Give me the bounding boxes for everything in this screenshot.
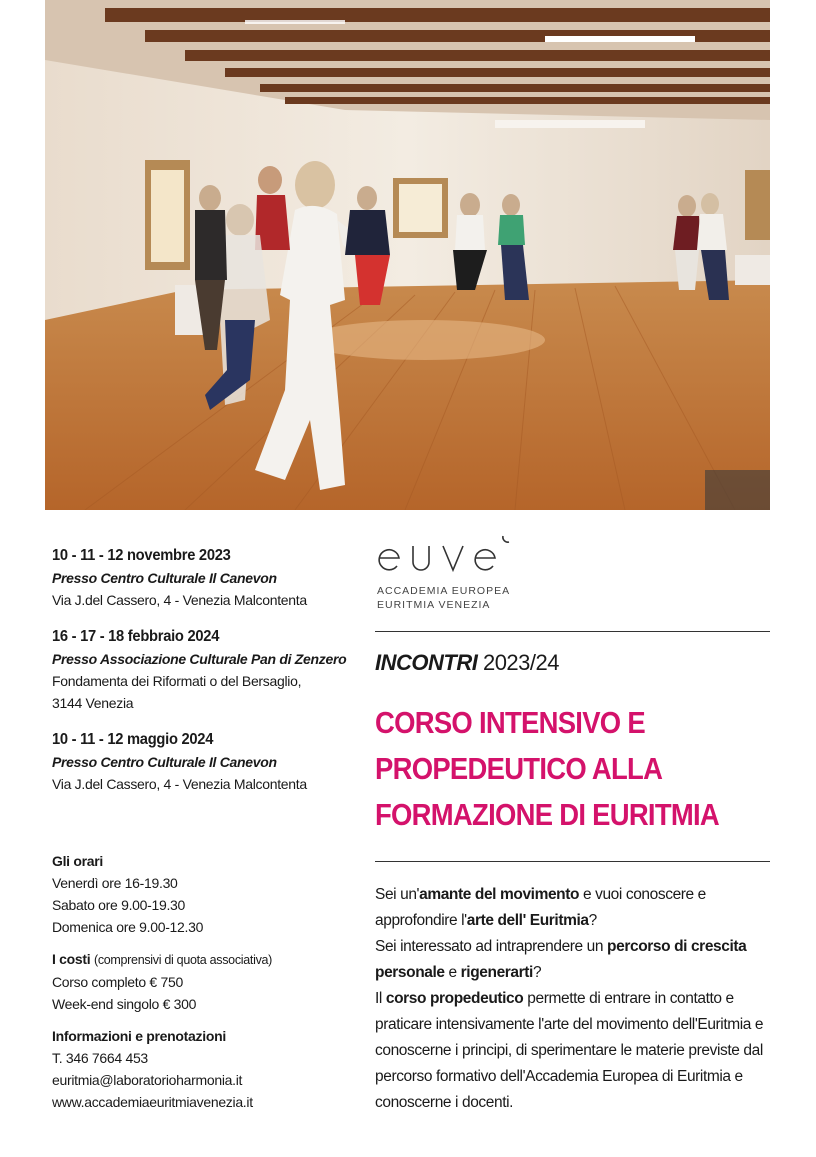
event-address: Via J.del Cassero, 4 - Venezia Malcontenta xyxy=(52,776,307,792)
description-paragraph xyxy=(375,882,785,934)
highlight-text: amante del movimento xyxy=(419,886,580,903)
title-line: PROPEDEUTICO ALLA xyxy=(375,752,663,786)
event-venue: Presso Centro Culturale Il Canevon xyxy=(52,754,277,770)
contatti-heading: Informazioni e prenotazioni xyxy=(52,1028,226,1044)
body-text: permette di entrare in contatto e praticare intensivamente l'arte del movimento dell'Euritmia e conoscerne i principi, di sperimentare le materie previste dal percorso formativo dell'Accademia Europea di Euritmia e conoscerne i docenti. xyxy=(375,990,764,1111)
divider xyxy=(375,861,770,862)
incontri-bold: INCONTRI xyxy=(375,650,478,675)
logo-subtitle: EURITMIA VENEZIA xyxy=(377,599,491,611)
costi-note: (comprensivi di quota associativa) xyxy=(93,953,273,967)
divider xyxy=(375,631,770,632)
event-address: Fondamenta dei Riformati o del Bersaglio, xyxy=(52,673,302,689)
contatti-block xyxy=(52,1025,352,1113)
orari-block xyxy=(52,850,352,938)
costi-heading xyxy=(52,948,352,971)
highlight-text: corso propedeutico xyxy=(385,990,524,1007)
event-address: Via J.del Cassero, 4 - Venezia Malcontenta xyxy=(52,592,307,608)
euve-logo xyxy=(375,528,535,618)
description-paragraph xyxy=(375,934,785,986)
body-text: Sei un' xyxy=(375,886,420,903)
title-line: FORMAZIONE DI EURITMIA xyxy=(375,798,720,832)
event-date: 10 - 11 - 12 novembre 2023 xyxy=(52,547,231,564)
event-1 xyxy=(52,545,352,611)
course-description xyxy=(375,882,785,1116)
incontri-year: 2023/24 xyxy=(482,650,559,675)
event-date: 10 - 11 - 12 maggio 2024 xyxy=(52,731,214,748)
body-text: ? xyxy=(532,964,542,981)
events-list xyxy=(52,545,352,810)
website-link[interactable]: www.accademiaeuritmiavenezia.it xyxy=(52,1094,253,1110)
practical-info xyxy=(52,850,352,1123)
logo-subtitle: ACCADEMIA EUROPEA xyxy=(377,585,511,597)
title-line: CORSO INTENSIVO E xyxy=(375,706,645,740)
description-paragraph xyxy=(375,986,785,1116)
highlight-text: rigenerarti xyxy=(460,964,533,981)
body-text: e vuoi conoscere e approfondire l' xyxy=(375,886,706,929)
orari-line: Sabato ore 9.00-19.30 xyxy=(52,897,186,913)
costi-line: Week-end singolo € 300 xyxy=(52,996,197,1012)
event-address: 3144 Venezia xyxy=(52,695,134,711)
dance-class-photo xyxy=(45,0,770,510)
event-date: 16 - 17 - 18 febbraio 2024 xyxy=(52,628,220,645)
body-text: ? xyxy=(588,912,597,929)
body-text: Il xyxy=(375,990,386,1007)
orari-heading: Gli orari xyxy=(52,853,103,869)
highlight-text: arte dell' Euritmia xyxy=(466,912,589,929)
body-text: e xyxy=(444,964,461,981)
body-text: Sei interessato ad intraprendere un xyxy=(375,938,608,955)
event-2 xyxy=(52,626,352,714)
event-venue: Presso Associazione Culturale Pan di Zenzero xyxy=(52,651,347,667)
orari-line: Domenica ore 9.00-12.30 xyxy=(52,919,204,935)
highlight-text: percorso di crescita personale xyxy=(375,938,747,981)
logo-wordmark xyxy=(375,528,535,578)
phone-number: T. 346 7664 453 xyxy=(52,1050,148,1066)
costi-title: I costi xyxy=(52,951,91,967)
event-venue: Presso Centro Culturale Il Canevon xyxy=(52,570,277,586)
costi-line: Corso completo € 750 xyxy=(52,974,183,990)
email-address[interactable]: euritmia@laboratorioharmonia.it xyxy=(52,1072,243,1088)
event-3 xyxy=(52,729,352,795)
incontri-label xyxy=(375,650,559,676)
costi-block xyxy=(52,948,352,1015)
orari-line: Venerdì ore 16-19.30 xyxy=(52,875,178,891)
course-title xyxy=(375,700,735,838)
